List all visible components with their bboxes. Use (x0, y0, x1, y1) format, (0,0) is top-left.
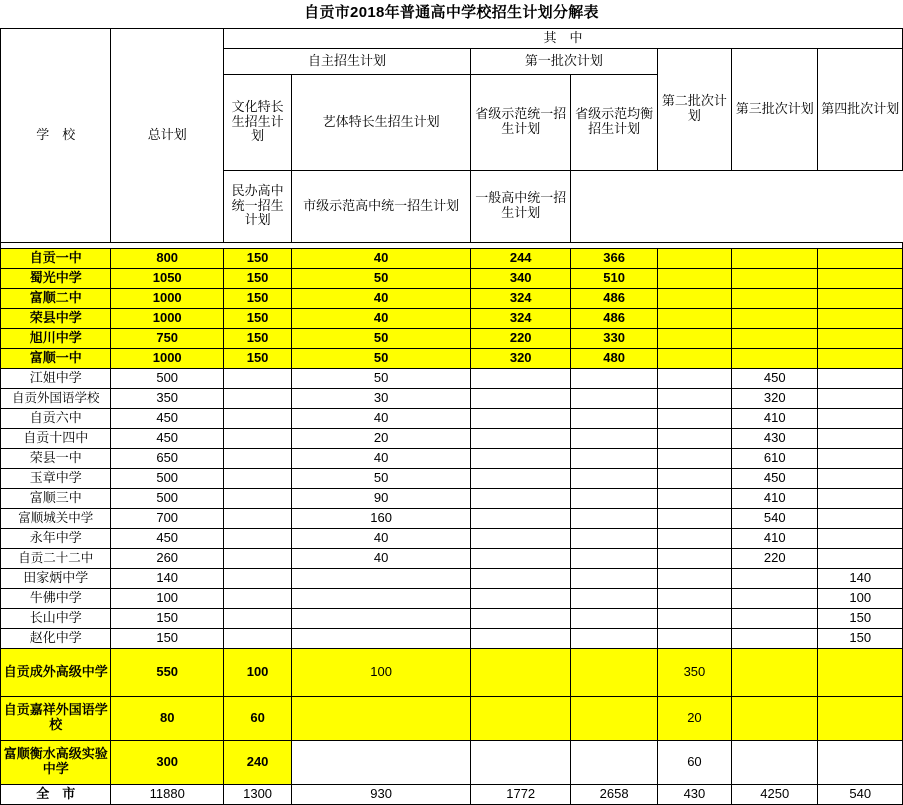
title-row (1, 0, 903, 28)
row-total: 1000 (111, 348, 223, 368)
row-shiji (732, 568, 818, 588)
row-yiti: 40 (292, 548, 471, 568)
row-shifan (470, 608, 570, 628)
row-yiti: 40 (292, 408, 471, 428)
header-row-1 (1, 28, 903, 48)
row-school: 自贡成外高级中学 (1, 648, 111, 696)
row-junheng (571, 740, 657, 784)
header-col-yiban: 一般高中统一招生计划 (470, 170, 570, 242)
row-wenhua: 150 (223, 308, 291, 328)
row-yiban: 140 (818, 568, 903, 588)
row-yiban (818, 696, 903, 740)
row-shifan: 244 (470, 248, 570, 268)
row-junheng: 366 (571, 248, 657, 268)
row-school: 自贡十四中 (1, 428, 111, 448)
row-yiti: 100 (292, 648, 471, 696)
row-yiban (818, 308, 903, 328)
row-yiban (818, 448, 903, 468)
row-yiban (818, 368, 903, 388)
row-junheng (571, 408, 657, 428)
row-minban (657, 588, 731, 608)
row-shiji (732, 288, 818, 308)
header-group-disan: 第三批次计划 (732, 48, 818, 170)
table-row (1, 248, 903, 268)
row-yiban (818, 548, 903, 568)
header-col-yiti: 艺体特长生招生计划 (292, 74, 471, 170)
row-junheng (571, 428, 657, 448)
row-shifan (470, 528, 570, 548)
row-shifan (470, 388, 570, 408)
header-group-qizhong: 其 中 (223, 28, 902, 48)
header-col-shiji: 市级示范高中统一招生计划 (292, 170, 471, 242)
row-wenhua: 150 (223, 348, 291, 368)
header-group-zizhu: 自主招生计划 (223, 48, 470, 74)
row-shifan (470, 448, 570, 468)
row-wenhua (223, 448, 291, 468)
row-school: 富顺衡水高级实验中学 (1, 740, 111, 784)
row-school: 自贡一中 (1, 248, 111, 268)
row-junheng (571, 388, 657, 408)
row-minban (657, 388, 731, 408)
table-row (1, 740, 903, 784)
row-shifan: 324 (470, 308, 570, 328)
row-total: 500 (111, 488, 223, 508)
row-wenhua (223, 588, 291, 608)
row-junheng (571, 648, 657, 696)
row-shiji: 410 (732, 488, 818, 508)
row-wenhua (223, 548, 291, 568)
table-row (1, 388, 903, 408)
table-row (1, 408, 903, 428)
row-wenhua (223, 628, 291, 648)
row-junheng (571, 488, 657, 508)
row-shifan (470, 408, 570, 428)
row-total: 450 (111, 528, 223, 548)
total-label: 全 市 (1, 784, 111, 804)
row-junheng: 486 (571, 308, 657, 328)
row-shiji: 320 (732, 388, 818, 408)
row-shifan (470, 508, 570, 528)
row-school: 荣县一中 (1, 448, 111, 468)
row-yiti: 20 (292, 428, 471, 448)
row-yiti: 50 (292, 368, 471, 388)
row-school: 蜀光中学 (1, 268, 111, 288)
row-total: 650 (111, 448, 223, 468)
row-yiti: 50 (292, 468, 471, 488)
row-shifan (470, 588, 570, 608)
row-wenhua: 150 (223, 248, 291, 268)
row-wenhua: 240 (223, 740, 291, 784)
row-shiji (732, 248, 818, 268)
row-yiban: 100 (818, 588, 903, 608)
table-row (1, 328, 903, 348)
row-yiti: 40 (292, 288, 471, 308)
header-school: 学 校 (1, 28, 111, 242)
row-school: 富顺一中 (1, 348, 111, 368)
row-minban (657, 528, 731, 548)
row-total: 450 (111, 408, 223, 428)
row-shifan: 220 (470, 328, 570, 348)
row-yiban (818, 348, 903, 368)
row-total: 500 (111, 368, 223, 388)
row-shiji (732, 588, 818, 608)
row-junheng: 480 (571, 348, 657, 368)
table-row (1, 628, 903, 648)
row-shifan (470, 428, 570, 448)
row-wenhua (223, 608, 291, 628)
row-yiti: 40 (292, 248, 471, 268)
row-junheng (571, 468, 657, 488)
row-yiban (818, 288, 903, 308)
row-minban: 60 (657, 740, 731, 784)
row-yiti: 50 (292, 328, 471, 348)
row-yiti: 40 (292, 448, 471, 468)
row-total: 260 (111, 548, 223, 568)
row-junheng (571, 368, 657, 388)
row-yiti: 40 (292, 528, 471, 548)
row-total: 1000 (111, 308, 223, 328)
row-total: 500 (111, 468, 223, 488)
row-shifan (470, 740, 570, 784)
row-yiti: 50 (292, 348, 471, 368)
row-shiji: 430 (732, 428, 818, 448)
row-wenhua (223, 568, 291, 588)
row-total: 1050 (111, 268, 223, 288)
row-shiji: 450 (732, 368, 818, 388)
row-shifan (470, 696, 570, 740)
page-title: 自贡市2018年普通高中学校招生计划分解表 (1, 0, 903, 28)
row-junheng (571, 628, 657, 648)
table-row (1, 508, 903, 528)
row-yiti (292, 568, 471, 588)
row-school: 富顺二中 (1, 288, 111, 308)
row-yiban (818, 488, 903, 508)
row-junheng: 330 (571, 328, 657, 348)
row-minban (657, 608, 731, 628)
row-wenhua (223, 488, 291, 508)
row-junheng (571, 528, 657, 548)
table-row (1, 528, 903, 548)
table-row (1, 568, 903, 588)
row-junheng: 486 (571, 288, 657, 308)
row-minban (657, 408, 731, 428)
row-yiban (818, 328, 903, 348)
table-row (1, 488, 903, 508)
row-school: 永年中学 (1, 528, 111, 548)
row-yiti (292, 628, 471, 648)
row-school: 富顺城关中学 (1, 508, 111, 528)
row-yiban (818, 268, 903, 288)
row-total: 750 (111, 328, 223, 348)
row-school: 长山中学 (1, 608, 111, 628)
row-school: 荣县中学 (1, 308, 111, 328)
table-row (1, 608, 903, 628)
row-junheng: 510 (571, 268, 657, 288)
row-minban (657, 448, 731, 468)
header-group-dier: 第二批次计划 (657, 48, 731, 170)
row-minban (657, 628, 731, 648)
row-total: 450 (111, 428, 223, 448)
row-shiji: 450 (732, 468, 818, 488)
row-school: 江姐中学 (1, 368, 111, 388)
total-yiti: 930 (292, 784, 471, 804)
table-row (1, 348, 903, 368)
row-wenhua (223, 468, 291, 488)
total-minban: 430 (657, 784, 731, 804)
row-shiji: 220 (732, 548, 818, 568)
row-shiji: 410 (732, 408, 818, 428)
row-shifan: 324 (470, 288, 570, 308)
table-row (1, 468, 903, 488)
row-minban (657, 268, 731, 288)
row-total: 300 (111, 740, 223, 784)
row-total: 150 (111, 608, 223, 628)
row-shifan (470, 488, 570, 508)
total-wenhua: 1300 (223, 784, 291, 804)
row-shiji (732, 608, 818, 628)
total-row (1, 784, 903, 804)
row-yiban (818, 648, 903, 696)
row-wenhua (223, 368, 291, 388)
table-row (1, 548, 903, 568)
row-shiji (732, 328, 818, 348)
row-minban (657, 548, 731, 568)
row-minban (657, 368, 731, 388)
row-wenhua: 100 (223, 648, 291, 696)
row-school: 旭川中学 (1, 328, 111, 348)
row-school: 赵化中学 (1, 628, 111, 648)
row-wenhua (223, 388, 291, 408)
row-total: 80 (111, 696, 223, 740)
row-wenhua (223, 408, 291, 428)
row-school: 自贡嘉祥外国语学校 (1, 696, 111, 740)
row-shifan (470, 648, 570, 696)
row-wenhua: 150 (223, 328, 291, 348)
total-yiban: 540 (818, 784, 903, 804)
row-junheng (571, 696, 657, 740)
row-yiban (818, 528, 903, 548)
row-yiti: 90 (292, 488, 471, 508)
row-minban (657, 248, 731, 268)
total-junheng: 2658 (571, 784, 657, 804)
row-shifan: 340 (470, 268, 570, 288)
header-total-plan: 总计划 (111, 28, 223, 242)
row-minban (657, 348, 731, 368)
row-shiji (732, 648, 818, 696)
row-yiban (818, 428, 903, 448)
total-shiji: 4250 (732, 784, 818, 804)
row-shiji (732, 348, 818, 368)
row-minban: 350 (657, 648, 731, 696)
row-shiji (732, 696, 818, 740)
table-row (1, 648, 903, 696)
total-shifan: 1772 (470, 784, 570, 804)
row-minban (657, 288, 731, 308)
row-shifan (470, 548, 570, 568)
table-row (1, 588, 903, 608)
row-yiban (818, 248, 903, 268)
row-yiti: 160 (292, 508, 471, 528)
row-total: 800 (111, 248, 223, 268)
row-wenhua: 60 (223, 696, 291, 740)
row-shifan (470, 368, 570, 388)
row-minban (657, 428, 731, 448)
row-school: 玉章中学 (1, 468, 111, 488)
header-col-shengji-junheng: 省级示范均衡招生计划 (571, 74, 657, 170)
row-yiti: 30 (292, 388, 471, 408)
row-shifan (470, 568, 570, 588)
row-school: 富顺三中 (1, 488, 111, 508)
row-total: 700 (111, 508, 223, 528)
row-junheng (571, 508, 657, 528)
header-col-shengji-shifan: 省级示范统一招生计划 (470, 74, 570, 170)
row-yiban (818, 408, 903, 428)
row-total: 100 (111, 588, 223, 608)
row-total: 1000 (111, 288, 223, 308)
row-junheng (571, 608, 657, 628)
row-yiti (292, 608, 471, 628)
row-yiti: 50 (292, 268, 471, 288)
row-junheng (571, 548, 657, 568)
row-wenhua: 150 (223, 268, 291, 288)
row-shiji: 540 (732, 508, 818, 528)
row-junheng (571, 588, 657, 608)
table-row (1, 308, 903, 328)
header-group-disi: 第四批次计划 (818, 48, 903, 170)
row-shiji (732, 628, 818, 648)
table-row (1, 428, 903, 448)
row-junheng (571, 448, 657, 468)
row-yiti (292, 588, 471, 608)
row-total: 550 (111, 648, 223, 696)
header-col-wenhua: 文化特长生招生计划 (223, 74, 291, 170)
row-yiban: 150 (818, 628, 903, 648)
row-shiji: 610 (732, 448, 818, 468)
row-wenhua (223, 528, 291, 548)
row-shifan: 320 (470, 348, 570, 368)
row-minban (657, 488, 731, 508)
table-row (1, 368, 903, 388)
row-total: 140 (111, 568, 223, 588)
total-total: 11880 (111, 784, 223, 804)
row-minban (657, 568, 731, 588)
row-shiji (732, 308, 818, 328)
row-yiti (292, 740, 471, 784)
row-total: 150 (111, 628, 223, 648)
row-yiti (292, 696, 471, 740)
row-school: 田家炳中学 (1, 568, 111, 588)
row-shifan (470, 468, 570, 488)
row-yiban (818, 508, 903, 528)
row-shifan (470, 628, 570, 648)
row-wenhua: 150 (223, 288, 291, 308)
row-yiban (818, 468, 903, 488)
row-yiban (818, 740, 903, 784)
row-total: 350 (111, 388, 223, 408)
header-col-minban: 民办高中统一招生计划 (223, 170, 291, 242)
row-school: 自贡外国语学校 (1, 388, 111, 408)
row-junheng (571, 568, 657, 588)
row-school: 自贡二十二中 (1, 548, 111, 568)
row-shiji (732, 268, 818, 288)
row-wenhua (223, 428, 291, 448)
row-wenhua (223, 508, 291, 528)
row-minban (657, 308, 731, 328)
table-row (1, 448, 903, 468)
table-row (1, 288, 903, 308)
header-group-diyi: 第一批次计划 (470, 48, 657, 74)
row-school: 牛佛中学 (1, 588, 111, 608)
row-yiban: 150 (818, 608, 903, 628)
row-yiban (818, 388, 903, 408)
row-shiji (732, 740, 818, 784)
row-minban (657, 468, 731, 488)
row-minban: 20 (657, 696, 731, 740)
row-minban (657, 508, 731, 528)
row-minban (657, 328, 731, 348)
row-school: 自贡六中 (1, 408, 111, 428)
table-row (1, 268, 903, 288)
table-row (1, 696, 903, 740)
row-shiji: 410 (732, 528, 818, 548)
row-yiti: 40 (292, 308, 471, 328)
